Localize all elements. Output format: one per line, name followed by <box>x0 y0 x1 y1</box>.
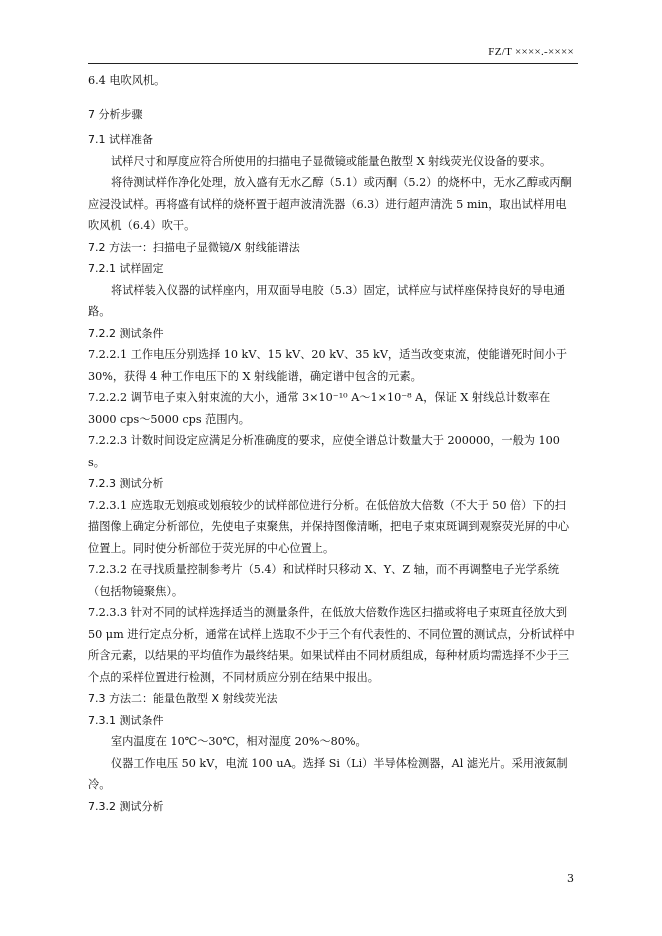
paragraph-7-2-2-3: 7.2.2.3 计数时间设定应满足分析准确度的要求，应使全谱总计数量大于 200000，一般为 100 s。 <box>88 434 560 469</box>
item-6-4: 6.4 电吹风机。 <box>88 74 166 87</box>
section-7-3-heading: 7.3 方法二：能量色散型 X 射线荧光法 <box>88 692 278 705</box>
section-7-2-2-heading: 7.2.2 测试条件 <box>88 326 164 340</box>
header-rule <box>88 63 578 64</box>
paragraph-7-2-3-2: 7.2.3.2 在寻找质量控制参考片（5.4）和试样时只移动 X、Y、Z 轴，而不再调整电子光学系统（包括物镜聚焦）。 <box>88 563 560 598</box>
page-number: 3 <box>567 872 574 885</box>
paragraph-7-2-3-3: 7.2.3.3 针对不同的试样选择适当的测量条件，在低放大倍数作选区扫描或将电子束斑直径放大到 50 μm 进行定点分析，通常在试样上选取不少于三个有代表性的、不同位置的测试点，分析试样中所含元素，以结果的平均值作为最终结果。如果试样由不同材质组成，每种材质均需选择不少于三个点的采样位置进行检测，不同材质应分别在结果中报出。 <box>88 606 575 684</box>
section-7-2-1-heading: 7.2.1 试样固定 <box>88 262 164 275</box>
paragraph-7-2-3-1: 7.2.3.1 应选取无划痕或划痕较少的试样部位进行分析。在低倍放大倍数（不大于 50 倍）下的扫描图像上确定分析部位，先使电子束聚焦，并保持图像清晰，把电子束束斑调到观察荧光屏的中心位置上。同时使分析部位于荧光屏的中心位置上。 <box>88 498 570 555</box>
paragraph-7-1-a: 试样尺寸和厚度应符合所使用的扫描电子显微镜或能量色散型 X 射线荧光仪设备的要求。 <box>110 154 552 168</box>
paragraph-7-3-1-a: 室内温度在 10℃～30℃，相对湿度 20%～80%。 <box>110 735 367 748</box>
paragraph-7-2-2-2: 7.2.2.2 调节电子束入射束流的大小，通常 3×10⁻¹⁰ A～1×10⁻⁸ A，保证 X 射线总计数率在 3000 cps～5000 cps 范围内。 <box>88 391 551 426</box>
section-7-3-2-heading: 7.3.2 测试分析 <box>88 799 164 813</box>
section-7-3-1-heading: 7.3.1 测试条件 <box>88 713 164 727</box>
section-7-2-heading: 7.2 方法一：扫描电子显微镜/X 射线能谱法 <box>88 240 300 254</box>
document-body <box>88 70 576 817</box>
paragraph-7-2-1: 将试样装入仪器的试样座内，用双面导电胶（5.3）固定，试样应与试样座保持良好的导电通路。 <box>88 283 566 318</box>
paragraph-7-3-1-b: 仪器工作电压 50 kV，电流 100 uA。选择 Si（Li）半导体检测器，Al 滤光片。采用液氮制冷。 <box>88 756 568 791</box>
standard-code-header: FZ/T ××××.-×××× <box>488 46 574 58</box>
section-7-heading: 7 分析步骤 <box>88 107 143 121</box>
section-7-1-heading: 7.1 试样准备 <box>88 133 153 146</box>
section-7-2-3-heading: 7.2.3 测试分析 <box>88 477 164 490</box>
paragraph-7-1-b: 将待测试样作净化处理，放入盛有无水乙醇（5.1）或丙酮（5.2）的烧杯中，无水乙醇或丙酮应浸没试样。再将盛有试样的烧杯置于超声波清洗器（6.3）进行超声清洗 5 min，取出试样用电吹风机（6.4）吹干。 <box>88 176 572 232</box>
paragraph-7-2-2-1: 7.2.2.1 工作电压分别选择 10 kV、15 kV、20 kV、35 kV，适当改变束流，使能谱死时间小于 30%，获得 4 种工作电压下的 X 射线能谱，确定谱中包含的元素。 <box>88 348 567 383</box>
